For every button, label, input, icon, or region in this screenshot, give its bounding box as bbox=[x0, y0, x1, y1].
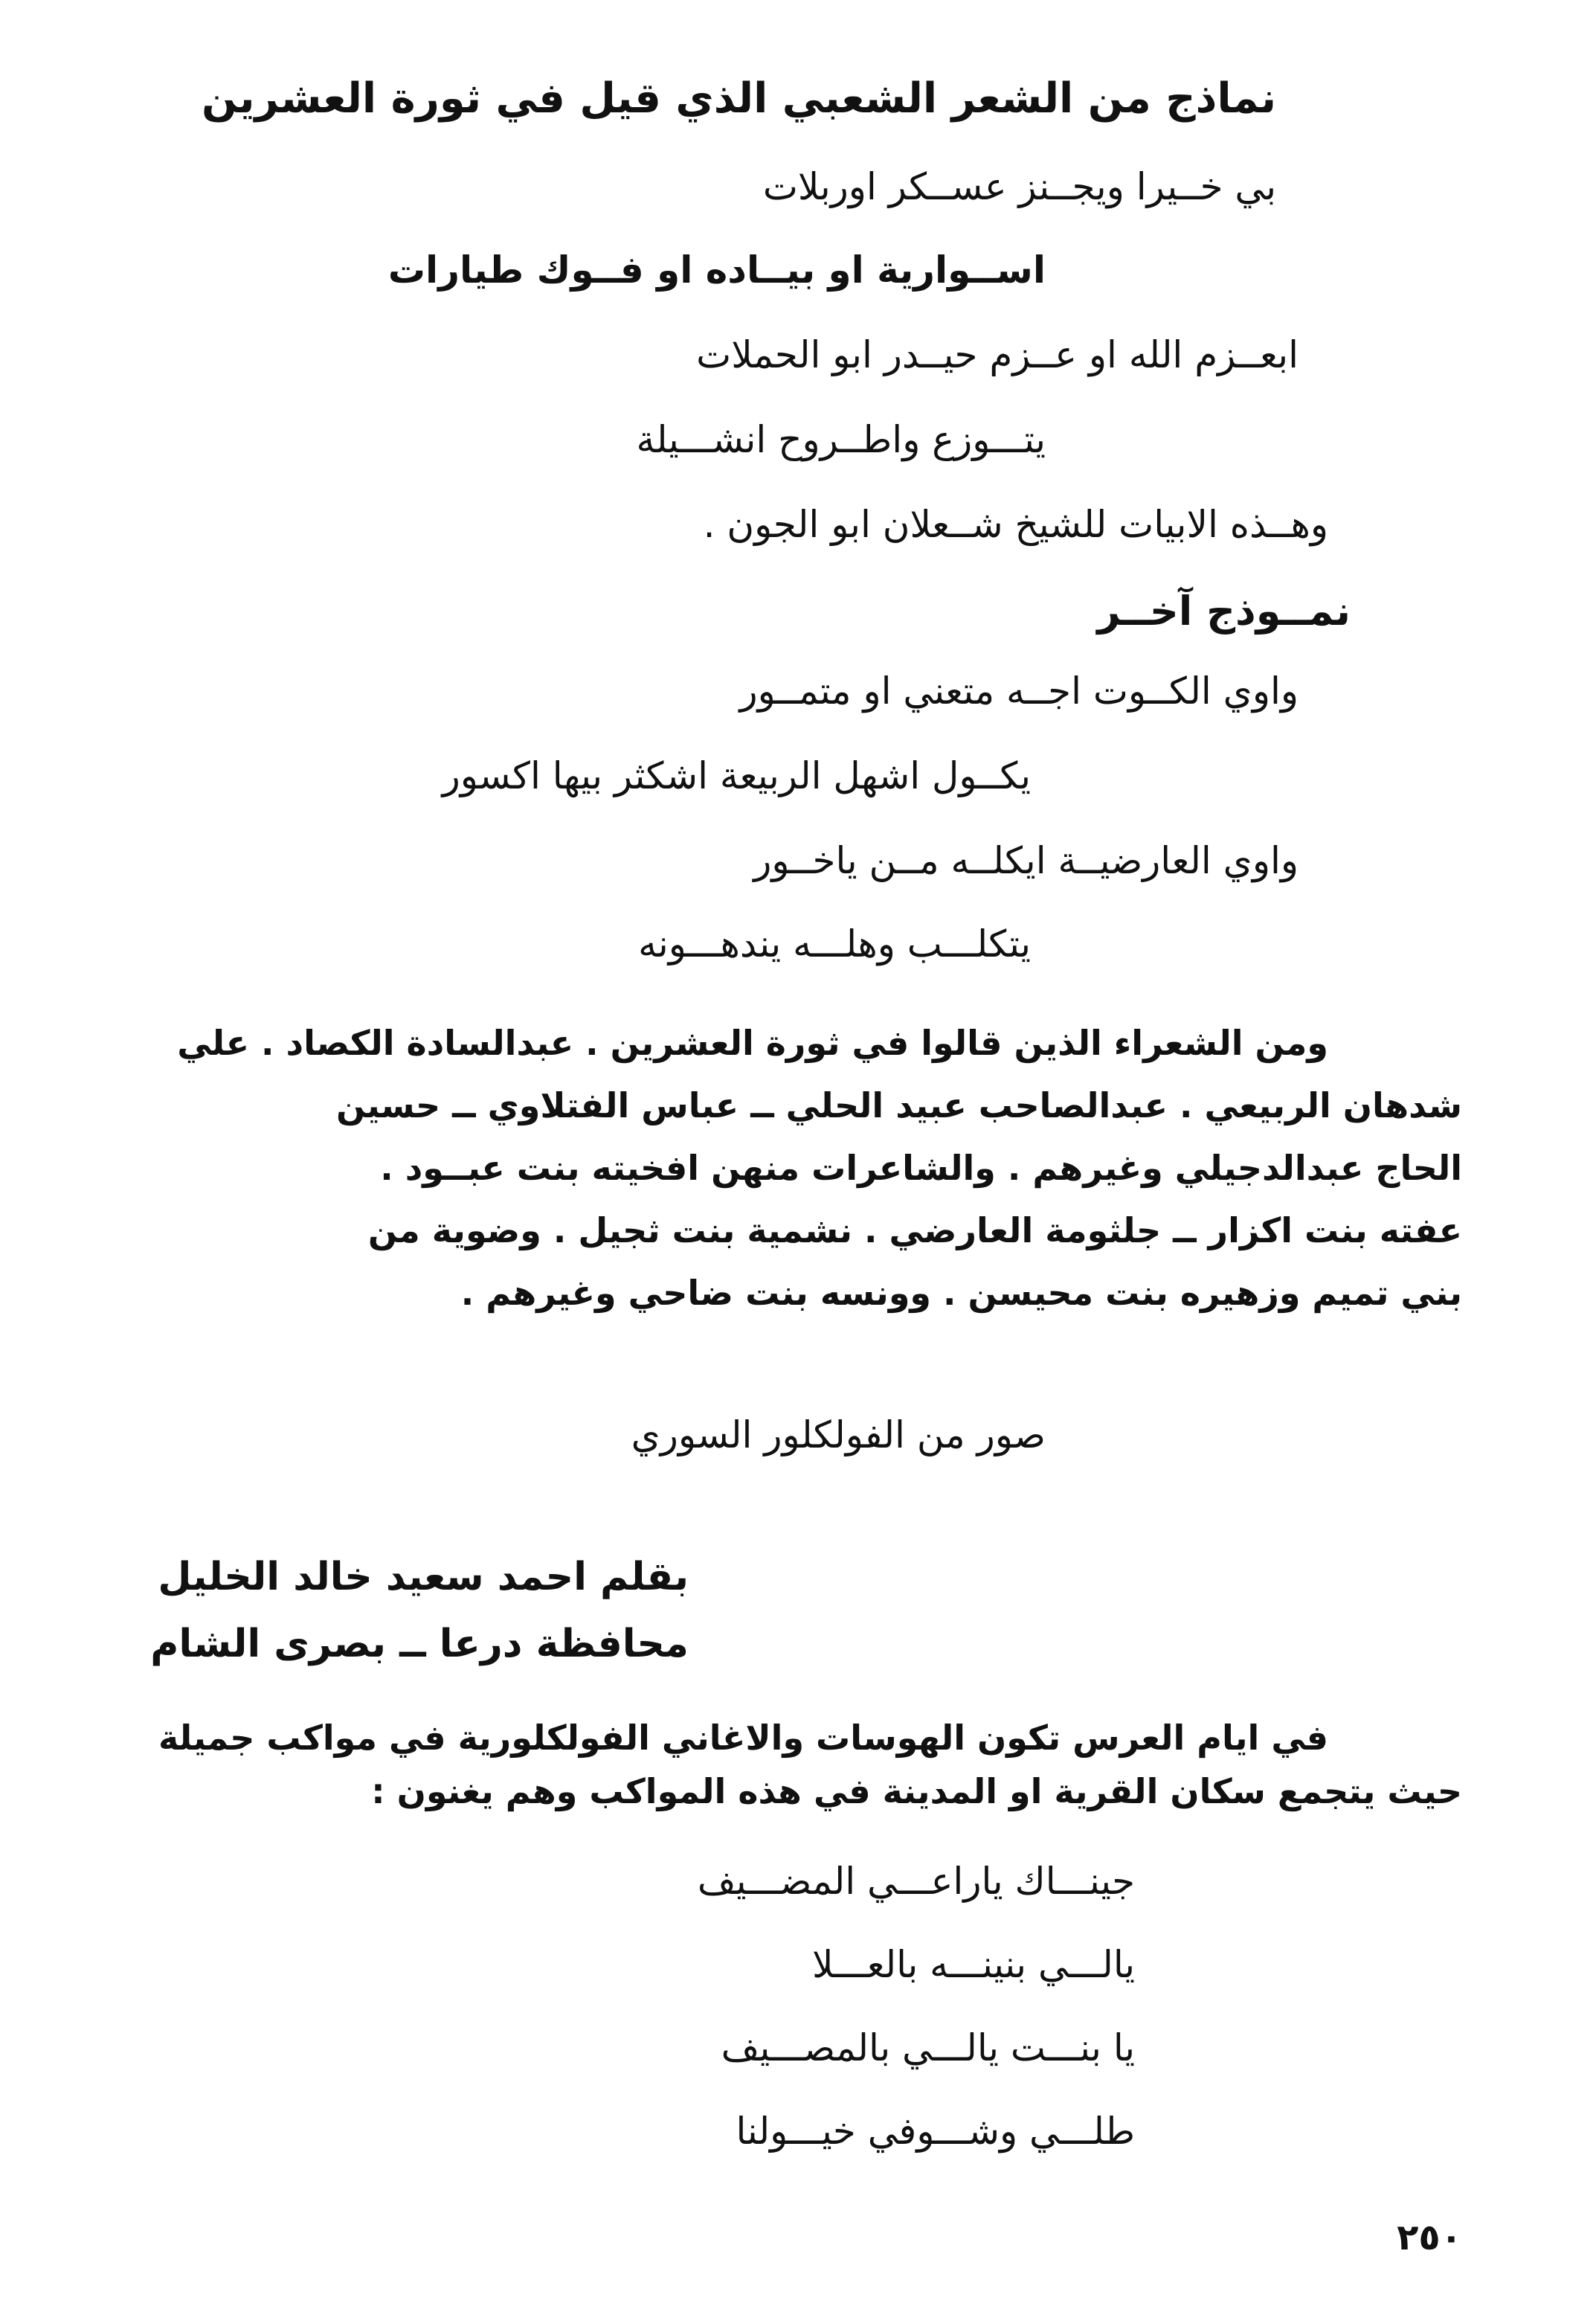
another-example-heading: نمــوذج آخــر bbox=[1097, 588, 1351, 635]
poem1-line: يتـــوزع واطــروح انشـــيلة bbox=[636, 418, 1046, 461]
poets-paragraph bbox=[153, 1012, 1462, 1324]
song-line: طلـــي وشـــوفي خيـــولنا bbox=[736, 2110, 1135, 2153]
poem1-line: بي خــيرا ويجــنز عســكر اوربلات bbox=[762, 165, 1276, 208]
paragraph-line: في ايام العرس تكون الهوسات والاغاني الفولكلورية في مواكب جميلة bbox=[158, 1718, 1328, 1758]
poem1-line: ابعــزم الله او عــزم حيــدر ابو الحملات bbox=[696, 333, 1299, 376]
section2-title: صور من الفولكلور السوري bbox=[631, 1413, 1046, 1456]
paragraph-line: عفته بنت اكزار ــ جلثومة العارضي . نشمية بنت ثجيل . وضوية من bbox=[367, 1210, 1462, 1250]
paragraph-line: الحاج عبدالدجيلي وغيرهم . والشاعرات منهن افخيته بنت عبــود . bbox=[380, 1148, 1462, 1188]
paragraph-line: حيث يتجمع سكان القرية او المدينة في هذه المواكب وهم يغنون : bbox=[371, 1771, 1462, 1811]
intro-paragraph bbox=[153, 1711, 1462, 1818]
section-title: نماذج من الشعر الشعبي الذي قيل في ثورة العشرين bbox=[202, 74, 1276, 123]
paragraph-line: شدهان الربيعي . عبدالصاحب عبيد الحلي ــ عباس الفتلاوي ــ حسين bbox=[336, 1085, 1462, 1125]
poem2-line: واوي العارضيــة ايكلــه مــن ياخــور bbox=[753, 839, 1299, 882]
song-line: جينـــاك ياراعـــي المضـــيف bbox=[697, 1860, 1135, 1903]
page-number: ٢٥٠ bbox=[1397, 2217, 1462, 2258]
paragraph-line: ومن الشعراء الذين قالوا في ثورة العشرين . عبدالسادة الكصاد . علي bbox=[177, 1023, 1328, 1063]
poem2-line: يكــول اشهل الربيعة اشكثر بيها اكسور bbox=[442, 754, 1031, 797]
location-line: محافظة درعا ــ بصرى الشام bbox=[150, 1622, 689, 1666]
song-line: يا بنـــت يالـــي بالمصـــيف bbox=[721, 2026, 1135, 2069]
author-line: بقلم احمد سعيد خالد الخليل bbox=[158, 1555, 689, 1599]
poem1-line: اســوارية او بيــاده او فــوك طيارات bbox=[387, 248, 1046, 292]
poem2-line: يتكلـــب وهلـــه يندهـــونه bbox=[638, 922, 1031, 966]
paragraph-line: بني تميم وزهيره بنت محيسن . وونسه بنت ضاحي وغيرهم . bbox=[460, 1273, 1462, 1313]
poem2-line: واوي الكــوت اجــه متعني او متمــور bbox=[739, 669, 1299, 713]
poem-attribution: وهــذه الابيات للشيخ شــعلان ابو الجون . bbox=[703, 503, 1328, 546]
song-line: يالـــي بنينـــه بالعـــلا bbox=[811, 1943, 1135, 1986]
